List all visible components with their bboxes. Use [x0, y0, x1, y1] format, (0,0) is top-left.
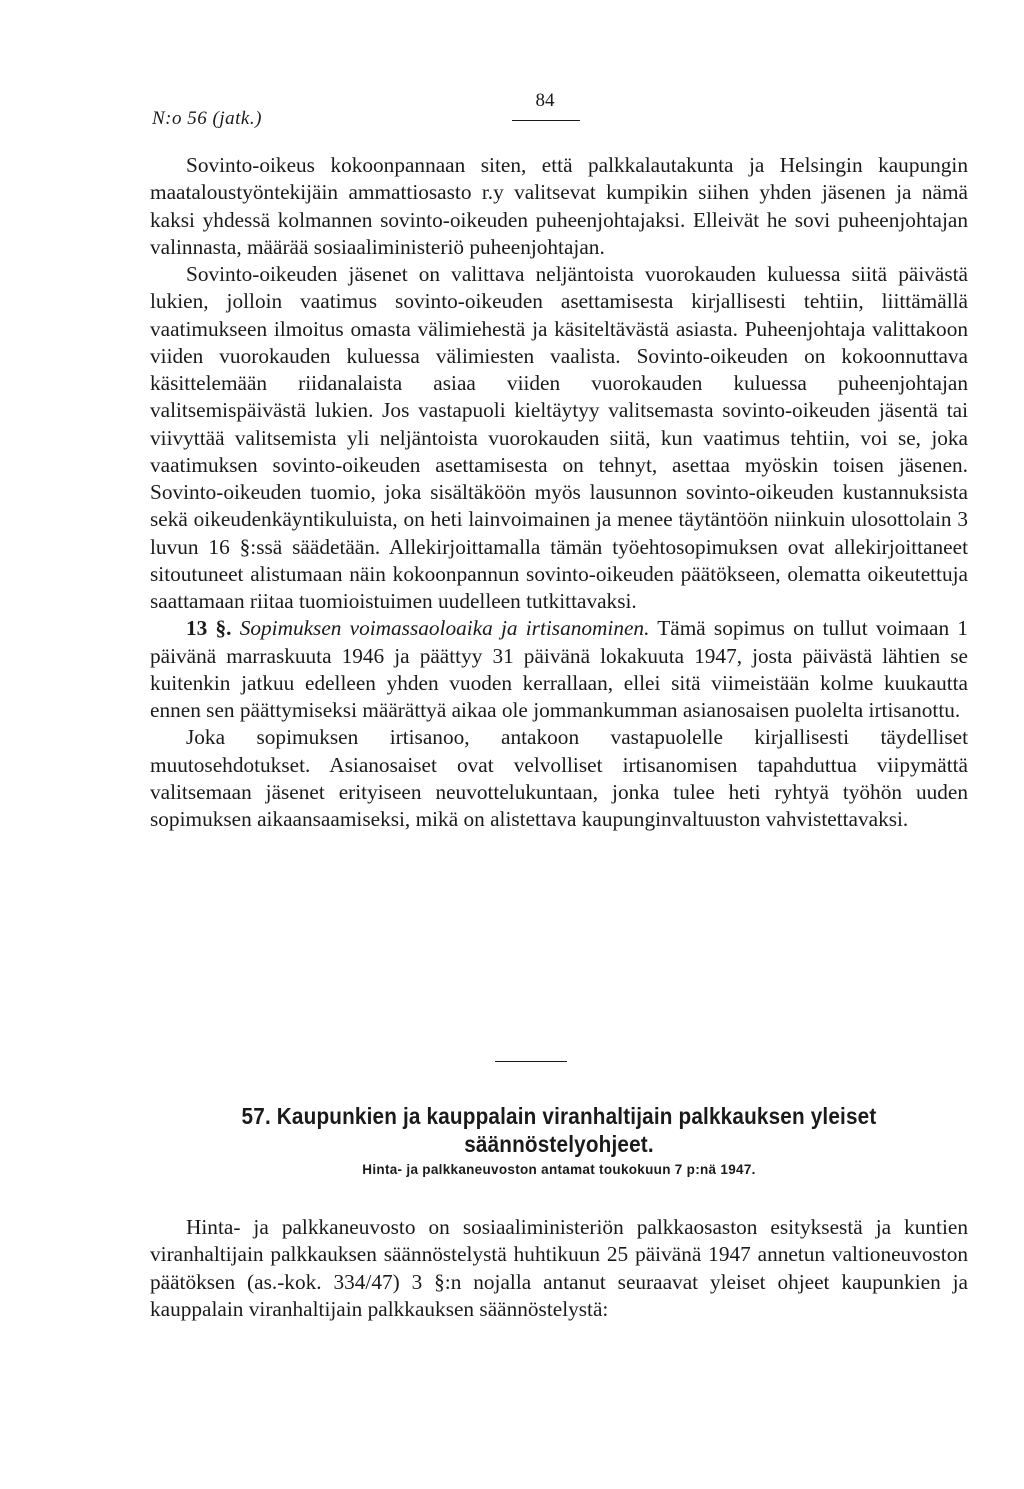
running-head: N:o 56 (jatk.) — [152, 108, 262, 129]
paragraph-sovinto-oikeus-composition: Sovinto-oikeus kokoonpannaan siten, että palkkalautakunta ja Helsingin kaupungin maataloustyöntekijäin ammattiosasto r.y valitsevat kumpikin siihen yhden jäsenen ja nämä kaksi yhdessä kolmannen sovinto-oikeuden puheenjohtajaksi. Elleivät he sovi puheenjohtajan valinnasta, määrää sosiaaliministeriö puheenjohtajan. — [150, 153, 968, 259]
continued-section-body — [150, 152, 968, 833]
section-57-heading: 57. Kaupunkien ja kauppalain viranhaltijain palkkauksen yleiset säännöstelyohjeet. — [241, 1103, 877, 1157]
section-separator-rule — [495, 1061, 567, 1062]
section-57-body — [150, 1214, 968, 1323]
section-13-text: Tämä sopimus on tullut voimaan 1 päivänä marraskuuta 1946 ja päättyy 31 päivänä lokakuuta 1947, josta päivästä lähtien se kuitenkin jatkuu edelleen yhden vuoden kerrallaan, ellei sitä viimeistään kolme kuukautta ennen sen päättymiseksi määrättyä aikaa ole jommankumman asianosaisen puolelta irtisanottu. — [150, 616, 969, 722]
paragraph-sovinto-oikeus-procedure: Sovinto-oikeuden jäsenet on valittava neljäntoista vuorokauden kuluessa siitä päivästä lukien, jolloin vaatimus sovinto-oikeuden asettamisesta kirjallisesti tehtiin, liittämällä vaatimukseen ilmoitus omasta välimiehestä ja käsiteltävästä asiasta. Puheenjohtaja valittakoon viiden vuorokauden kuluessa välimiesten vaalista. Sovinto-oikeuden on kokoonnuttava käsittelemään riidanalaista asiaa viiden vuorokauden kuluessa puheenjohtajan valitsemispäivästä lukien. Jos vastapuoli kieltäytyy valitsemasta sovinto-oikeuden jäsentä tai viivyttää valitsemista yli neljäntoista vuorokauden siitä, kun vaatimus tehtiin, voi se, joka vaatimuksen sovinto-oikeuden asettamisesta on tehnyt, asettaa myöskin toisen jäsenen. Sovinto-oikeuden tuomio, joka sisältäköön myös lausunnon sovinto-oikeuden kustannuksista sekä oikeudenkäyntikuluista, on heti lainvoimainen ja menee täytäntöön niinkuin ulosottolain 3 luvun 16 §:ssä säädetään. Allekirjoittamalla tämän työehtosopimuksen ovat allekirjoittaneet sitoutuneet alistumaan näin kokoonpannun sovinto-oikeuden päätökseen, olematta oikeutettuja saattamaan riitaa tuomioistuimen uudelleen tutkittavaksi. — [150, 262, 968, 613]
page-number: 84 — [535, 90, 555, 111]
section-13-title: Sopimuksen voimassaoloaika ja irtisanominen. — [239, 616, 650, 641]
section-57-paragraph: Hinta- ja palkkaneuvosto on sosiaaliministeriön palkkaosaston esityksestä ja kuntien viranhaltijain palkkauksen säännöstelystä huhtikuun 25 päivänä 1947 annetun valtioneuvoston päätöksen (as.-kok. 334/47) 3 §:n nojalla antanut seuraavat yleiset ohjeet kaupunkien ja kauppalain viranhaltijain palkkauksen säännöstelystä: — [150, 1215, 968, 1321]
page-number-rule — [512, 120, 580, 121]
section-13-number: 13 §. — [186, 616, 232, 641]
section-57-subheading: Hinta- ja palkkaneuvoston antamat toukokuun 7 p:nä 1947. — [362, 1162, 756, 1177]
section-13-paragraph-2: Joka sopimuksen irtisanoo, antakoon vastapuolelle kirjallisesti täydelliset muutosehdotukset. Asianosaiset ovat velvolliset irtisanomisen tapahduttua viipymättä valitsemaan jäsenet erityiseen neuvottelukuntaan, jonka tulee heti ryhtyä työhön uuden sopimuksen aikaansaamiseksi, mikä on alistettava kaupunginvaltuuston vahvistettavaksi. — [150, 725, 968, 831]
section-13-paragraph-1 — [150, 615, 968, 724]
